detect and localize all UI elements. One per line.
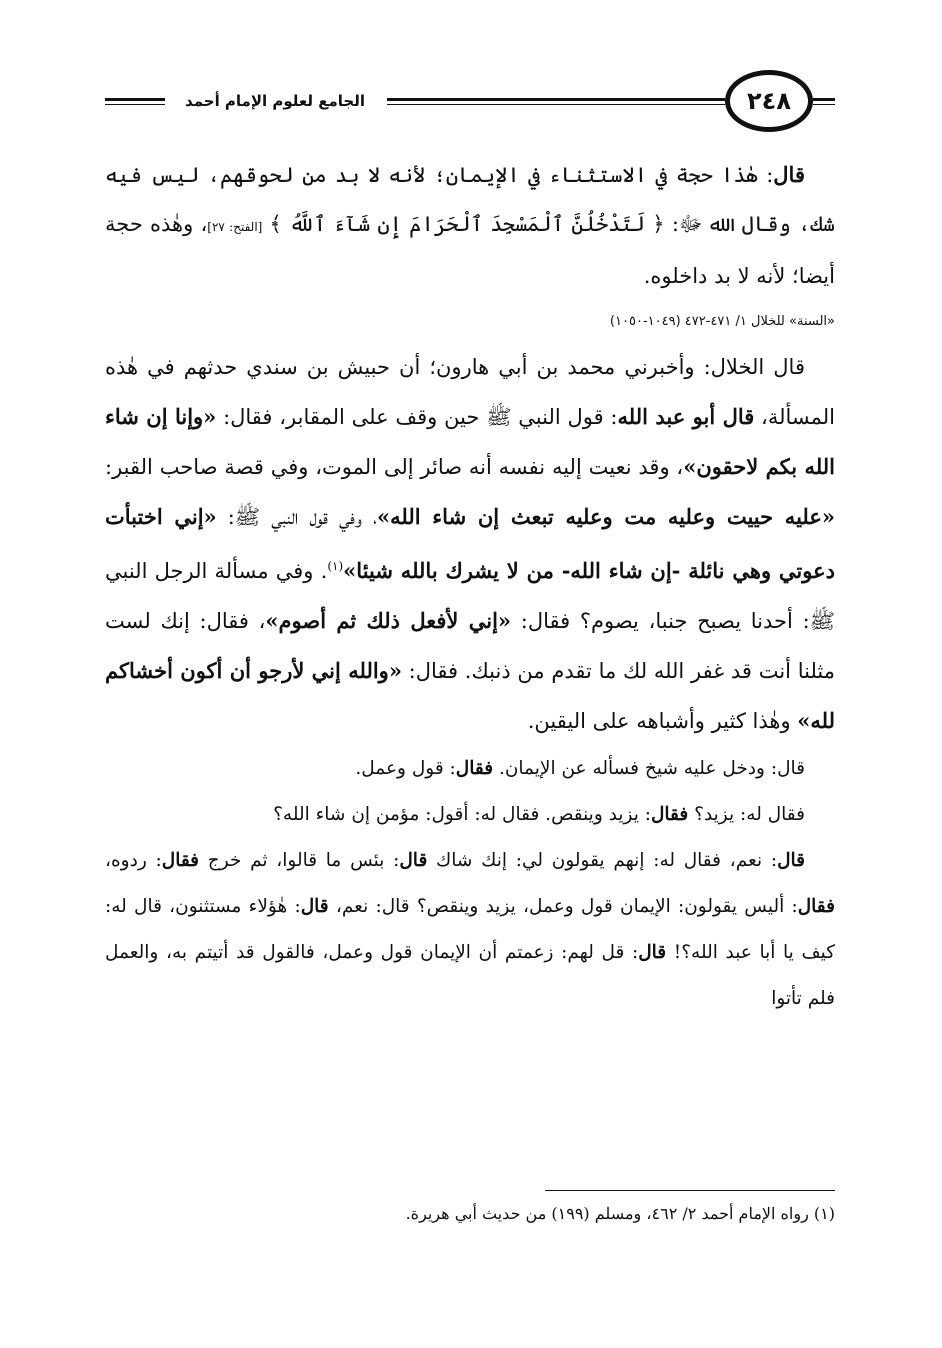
paragraph-4 <box>105 792 835 838</box>
text-run: ، وفي قول النبي ﷺ: <box>216 505 378 529</box>
header-rule-left-bottom <box>105 104 165 105</box>
paragraph-2 <box>105 343 835 746</box>
paragraph-3 <box>105 746 835 792</box>
text-run: : أليس يقولون: الإيمان قول وعمل، يزيد وينقص؟ قال: نعم، <box>328 896 798 917</box>
speaker-label: فقال <box>797 896 835 917</box>
header-rule-left-top <box>105 98 165 101</box>
main-text <box>105 150 835 1022</box>
text-run: فقال له: يزيد؟ <box>688 804 805 825</box>
speaker-label: قال <box>777 850 805 871</box>
page-number: ٢٤٨ <box>725 70 813 132</box>
header-rule-right-bottom <box>813 104 835 105</box>
text-run: . وفي مسألة الرجل النبي ﷺ: أحدنا يصبح جنبا، يصوم؟ فقال: <box>105 559 836 633</box>
paragraph-1 <box>105 150 835 301</box>
text-run: : هٰؤلاء مستثنون، قال له: كيف يا أبا عبد الله؟! <box>105 896 836 963</box>
hadith-quote: «إني اختبأت دعوتي وهي نائلة -إن شاء الله- من لا يشرك بالله شيئا» <box>105 504 835 583</box>
text-run: قال الخلال: وأخبرني محمد بن أبي هارون؛ أن حبيش بن سندي حدثهم في هٰذه المسألة، <box>105 355 835 429</box>
paragraph-5 <box>105 838 835 1022</box>
text-run: : نعم، فقال له: إنهم يقولون لي: إنك شاك <box>427 850 778 871</box>
footnote-marker: (١) <box>327 559 344 573</box>
speaker-label: قال <box>399 850 428 871</box>
text-run: ، وقد نعيت إليه نفسه أنه صائر إلى الموت، وفي قصة صاحب القبر: <box>105 455 684 479</box>
text-run: ، فقال: إنك لست مثلنا أنت قد غفر الله لك ما تقدم من ذنبك. فقال: <box>105 609 836 683</box>
running-title: الجامع لعلوم الإمام أحمد <box>185 92 365 110</box>
hadith-quote: «والله إني لأرجو أن أكون أخشاكم لله» <box>105 658 835 733</box>
page-header <box>105 70 835 140</box>
speaker-label: فقال <box>161 850 200 871</box>
header-rule-middle-top <box>387 98 725 101</box>
text-run: : قول النبي ﷺ حين وقف على المقابر، فقال: <box>216 405 618 429</box>
text-run: : هٰذا حجة في الاستثناء في الإيمان؛ لأنه لا بد من لحوقهم، ليس فيه شك، وقال الله ﷻ: ﴿ لَتَدْخُلُنَّ ٱلْمَسْجِدَ ٱلْحَرَامَ إِن شَآءَ ٱللَّهُ ﴾ <box>105 163 835 236</box>
footnote-separator <box>545 1190 835 1191</box>
hadith-quote: «عليه حييت وعليه مت وعليه تبعث إن شاء الله» <box>377 504 836 529</box>
speaker-label: قال <box>773 162 805 187</box>
hadith-quote: «وإنا إن شاء الله بكم لاحقون» <box>105 404 835 479</box>
header-rule-right-top <box>813 98 835 101</box>
header-rule-middle-bottom <box>387 104 725 105</box>
hadith-quote: «إني لأفعل ذلك ثم أصوم» <box>265 608 512 633</box>
text-run: : ردوه، <box>105 850 162 871</box>
text-run: قال: ودخل عليه شيخ فسأله عن الإيمان. <box>493 758 805 779</box>
text-run: وهٰذا كثير وأشباهه على اليقين. <box>527 709 798 733</box>
speaker-label: فقال <box>455 758 494 779</box>
footnote: (١) رواه الإمام أحمد ٢/ ٤٦٢، ومسلم (١٩٩) من حديث أبي هريرة. <box>405 1204 835 1223</box>
text-run: ، وهٰذه حجة أيضا؛ لأنه لا بد داخلوه. <box>105 212 835 288</box>
source-reference: «السنة» للخلال ١/ ٤٧١-٤٧٢ (١٠٤٩-١٠٥٠) <box>609 314 835 329</box>
speaker-label: قال <box>638 942 667 963</box>
text-run: : يزيد وينقص. فقال له: أقول: مؤمن إن شاء الله؟ <box>273 804 651 825</box>
quran-reference: [الفتح: ٢٧] <box>207 220 263 234</box>
speaker-label: فقال <box>650 804 689 825</box>
text-run: : قول وعمل. <box>355 758 456 779</box>
text-run: : بئس ما قالوا، ثم خرج <box>199 850 400 871</box>
speaker-label: قال أبو عبد الله <box>617 404 755 429</box>
speaker-label: قال <box>300 896 329 917</box>
text-run: : قل لهم: زعمتم أن الإيمان قول وعمل، فالقول قد أتيتم به، والعمل فلم تأتوا <box>105 942 835 1009</box>
